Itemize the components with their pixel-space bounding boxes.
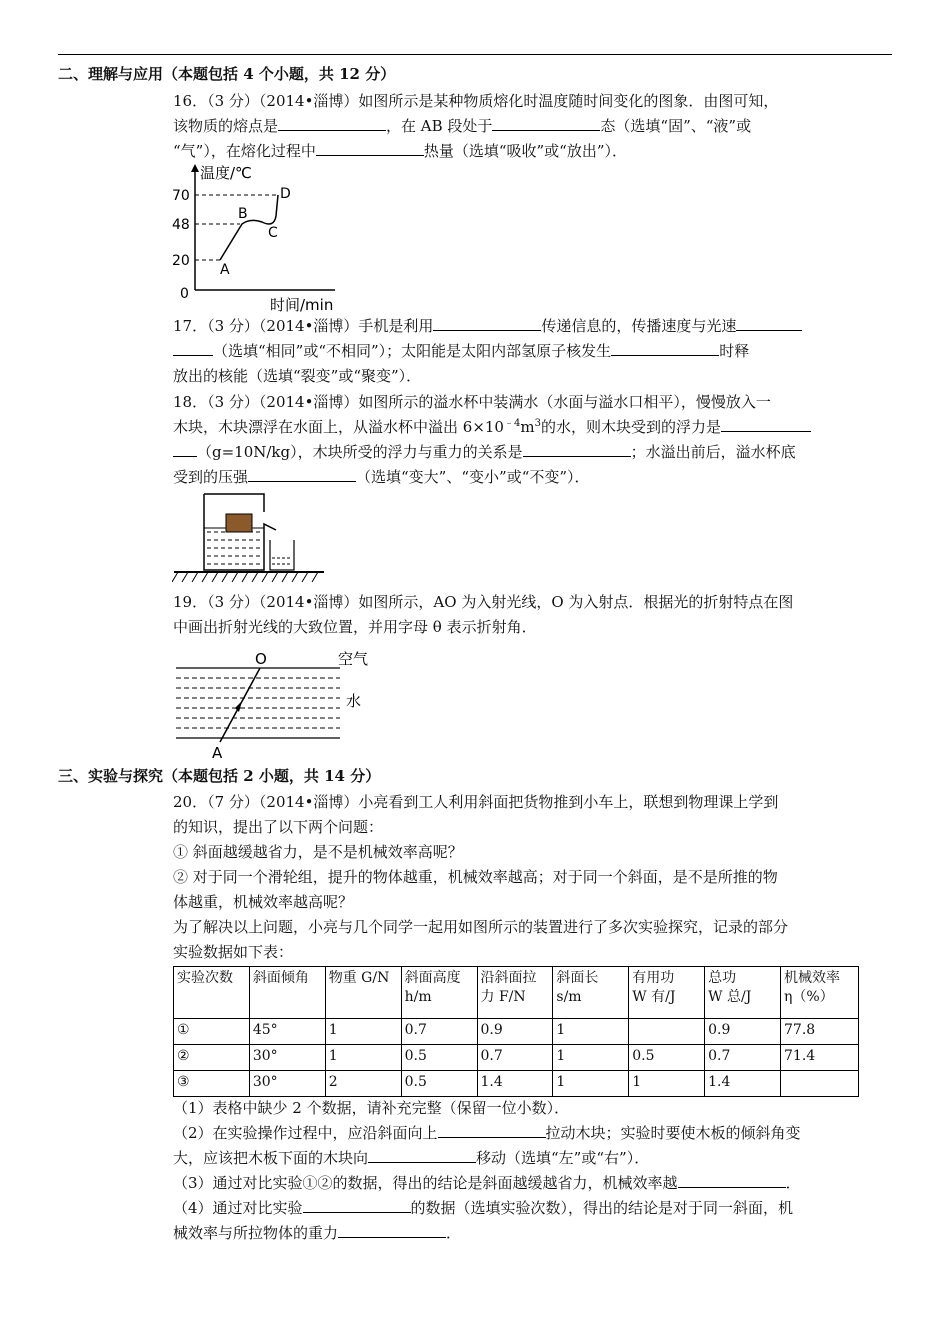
q19-line1: 19．（3 分）（2014•淄博）如图所示，AO 为入射光线，O 为入射点．根据光的折射特点在图 xyxy=(173,593,794,611)
answer-blank xyxy=(303,1198,411,1213)
table-header: 斜面倾角 xyxy=(249,967,325,1019)
graph-x-label: 时间/min xyxy=(270,296,334,314)
answer-blank xyxy=(368,1148,476,1163)
q20-line6: 为了解决以上问题，小亮与几个同学一起用如图所示的装置进行了多次实验探究，记录的部分 xyxy=(173,918,789,936)
table-header: 沿斜面拉 力 F/N xyxy=(477,967,553,1019)
overflow-cup-figure xyxy=(172,488,332,588)
q20-sub1: （1）表格中缺少 2 个数据，请补充完整（保留一位小数）． xyxy=(173,1099,570,1117)
table-row xyxy=(174,1019,859,1045)
table-cell: 1 xyxy=(629,1071,705,1097)
table-cell: 1 xyxy=(553,1045,629,1071)
answer-blank xyxy=(721,417,811,432)
y-tick: 20 xyxy=(172,253,190,269)
table-cell: 1.4 xyxy=(477,1071,553,1097)
q18-line3: （g=10N/kg），木块所受的浮力与重力的关系是 ；水溢出前后，溢水杯底 xyxy=(173,442,796,462)
y-tick: 48 xyxy=(172,217,190,233)
table-header: 斜面高度 h/m xyxy=(401,967,477,1019)
q20-sub2: （2）在实验操作过程中，应沿斜面向上 拉动木块；实验时要使木板的倾斜角变 xyxy=(173,1124,801,1142)
table-cell: 71.4 xyxy=(781,1045,859,1071)
q20-line5: 体越重，机械效率越高呢？ xyxy=(173,893,354,911)
table-cell: 0.5 xyxy=(401,1045,477,1071)
q16-line2: 该物质的熔点是 ，在 AB 段处于 态（选填“固”、“液”或 xyxy=(173,117,752,135)
q20-line3: ① 斜面越缓越省力，是不是机械效率高呢？ xyxy=(173,843,463,861)
q18-line1: 18．（3 分）（2014•淄博）如图所示的溢水杯中装满水（水面与溢水口相平），慢慢放入一 xyxy=(173,393,771,411)
table-header: 机械效率 η（%） xyxy=(781,967,859,1019)
melting-graph xyxy=(170,160,350,315)
answer-blank xyxy=(338,1223,446,1238)
table-cell: 45° xyxy=(249,1019,325,1045)
table-header: 物重 G/N xyxy=(325,967,401,1019)
refraction-figure xyxy=(172,646,372,764)
q20-sub4: （4）通过对比实验 的数据（选填实验次数），得出的结论是对于同一斜面，机 xyxy=(173,1199,794,1217)
q20-sub4-cont: 械效率与所拉物体的重力 ． xyxy=(173,1224,462,1242)
answer-blank xyxy=(433,316,541,331)
q20-line4: ② 对于同一个滑轮组，提升的物体越重，机械效率越高；对于同一个斜面，是不是所推的物 xyxy=(173,868,778,886)
table-cell: 30° xyxy=(249,1045,325,1071)
table-cell: 0.7 xyxy=(705,1045,781,1071)
table-cell: 0.7 xyxy=(477,1045,553,1071)
point-o-label: O xyxy=(255,650,267,668)
graph-y-label: 温度/℃ xyxy=(200,164,252,182)
q16-line3: “气”），在熔化过程中 热量（选填“吸收”或“放出”）． xyxy=(173,142,628,160)
table-header: 斜面长 s/m xyxy=(553,967,629,1019)
answer-blank xyxy=(736,316,802,331)
table-header-row xyxy=(174,967,859,1019)
q20-sub2-cont: 大，应该把木板下面的木块向 移动（选填“左”或“右”）． xyxy=(173,1149,650,1167)
answer-blank xyxy=(492,116,600,131)
air-label: 空气 xyxy=(338,650,369,668)
table-cell: 1 xyxy=(553,1019,629,1045)
top-rule xyxy=(58,54,892,55)
answer-blank xyxy=(173,341,213,356)
y-tick: 0 xyxy=(180,286,189,302)
q20-line7: 实验数据如下表： xyxy=(173,943,294,961)
q17-line1: 17．（3 分）（2014•淄博）手机是利用 传递信息的，传播速度与光速 xyxy=(173,316,802,336)
point-label: D xyxy=(280,186,291,202)
point-label: A xyxy=(220,262,230,278)
table-cell: 1.4 xyxy=(705,1071,781,1097)
table-cell: ② xyxy=(174,1045,250,1071)
table-row xyxy=(174,1045,859,1071)
section3-title: 三、实验与探究（本题包括 2 小题，共 14 分） xyxy=(58,767,381,785)
table-cell: 0.5 xyxy=(629,1045,705,1071)
q17-line2: （选填“相同”或“不相同”）；太阳能是太阳内部氢原子核发生 时释 xyxy=(173,341,749,361)
answer-blank xyxy=(678,1173,786,1188)
point-label: B xyxy=(238,206,248,222)
experiment-table xyxy=(173,966,859,1097)
q18-line2: 木块，木块漂浮在水面上，从溢水杯中溢出 $6\times 10^{﹣4}m^3$的水，则木块受到的浮力是 xyxy=(173,417,811,437)
answer-blank xyxy=(611,341,719,356)
table-cell: 1 xyxy=(553,1071,629,1097)
table-header: 总功 W 总/J xyxy=(705,967,781,1019)
table-header: 实验次数 xyxy=(174,967,250,1019)
table-cell: ③ xyxy=(174,1071,250,1097)
table-cell: 2 xyxy=(325,1071,401,1097)
table-cell: 0.9 xyxy=(477,1019,553,1045)
table-row xyxy=(174,1071,859,1097)
answer-blank xyxy=(173,442,197,457)
q16-line1: 16．（3 分）（2014•淄博）如图所示是某种物质熔化时温度随时间变化的图象．由图可知， xyxy=(173,92,779,110)
q20-line1: 20．（7 分）（2014•淄博）小亮看到工人利用斜面把货物推到小车上，联想到物理课上学到 xyxy=(173,793,779,811)
point-a-label: A xyxy=(212,744,223,762)
table-cell: ① xyxy=(174,1019,250,1045)
table-cell xyxy=(781,1071,859,1097)
answer-blank xyxy=(523,442,631,457)
table-cell: 1 xyxy=(325,1045,401,1071)
table-cell: 0.9 xyxy=(705,1019,781,1045)
table-cell: 1 xyxy=(325,1019,401,1045)
table-cell: 77.8 xyxy=(781,1019,859,1045)
q20-line2: 的知识，提出了以下两个问题： xyxy=(173,818,384,836)
q20-sub3: （3）通过对比实验①②的数据，得出的结论是斜面越缓越省力，机械效率越 ． xyxy=(173,1174,801,1192)
section2-title: 二、理解与应用（本题包括 4 个小题，共 12 分） xyxy=(58,65,396,83)
answer-blank xyxy=(278,116,386,131)
answer-blank xyxy=(438,1123,546,1138)
q18-line4: 受到的压强 （选填“变大”、“变小”或“不变”）． xyxy=(173,468,590,486)
water-label: 水 xyxy=(346,692,362,710)
answer-blank xyxy=(248,467,356,482)
point-label: C xyxy=(268,225,278,241)
table-cell: 0.7 xyxy=(401,1019,477,1045)
answer-blank xyxy=(316,141,424,156)
table-cell: 30° xyxy=(249,1071,325,1097)
q19-line2: 中画出折射光线的大致位置，并用字母 θ 表示折射角． xyxy=(173,618,537,636)
y-tick: 70 xyxy=(172,188,190,204)
q17-line3: 放出的核能（选填“裂变”或“聚变”）． xyxy=(173,367,422,385)
table-cell: 0.5 xyxy=(401,1071,477,1097)
table-header: 有用功 W 有/J xyxy=(629,967,705,1019)
table-cell xyxy=(629,1019,705,1045)
